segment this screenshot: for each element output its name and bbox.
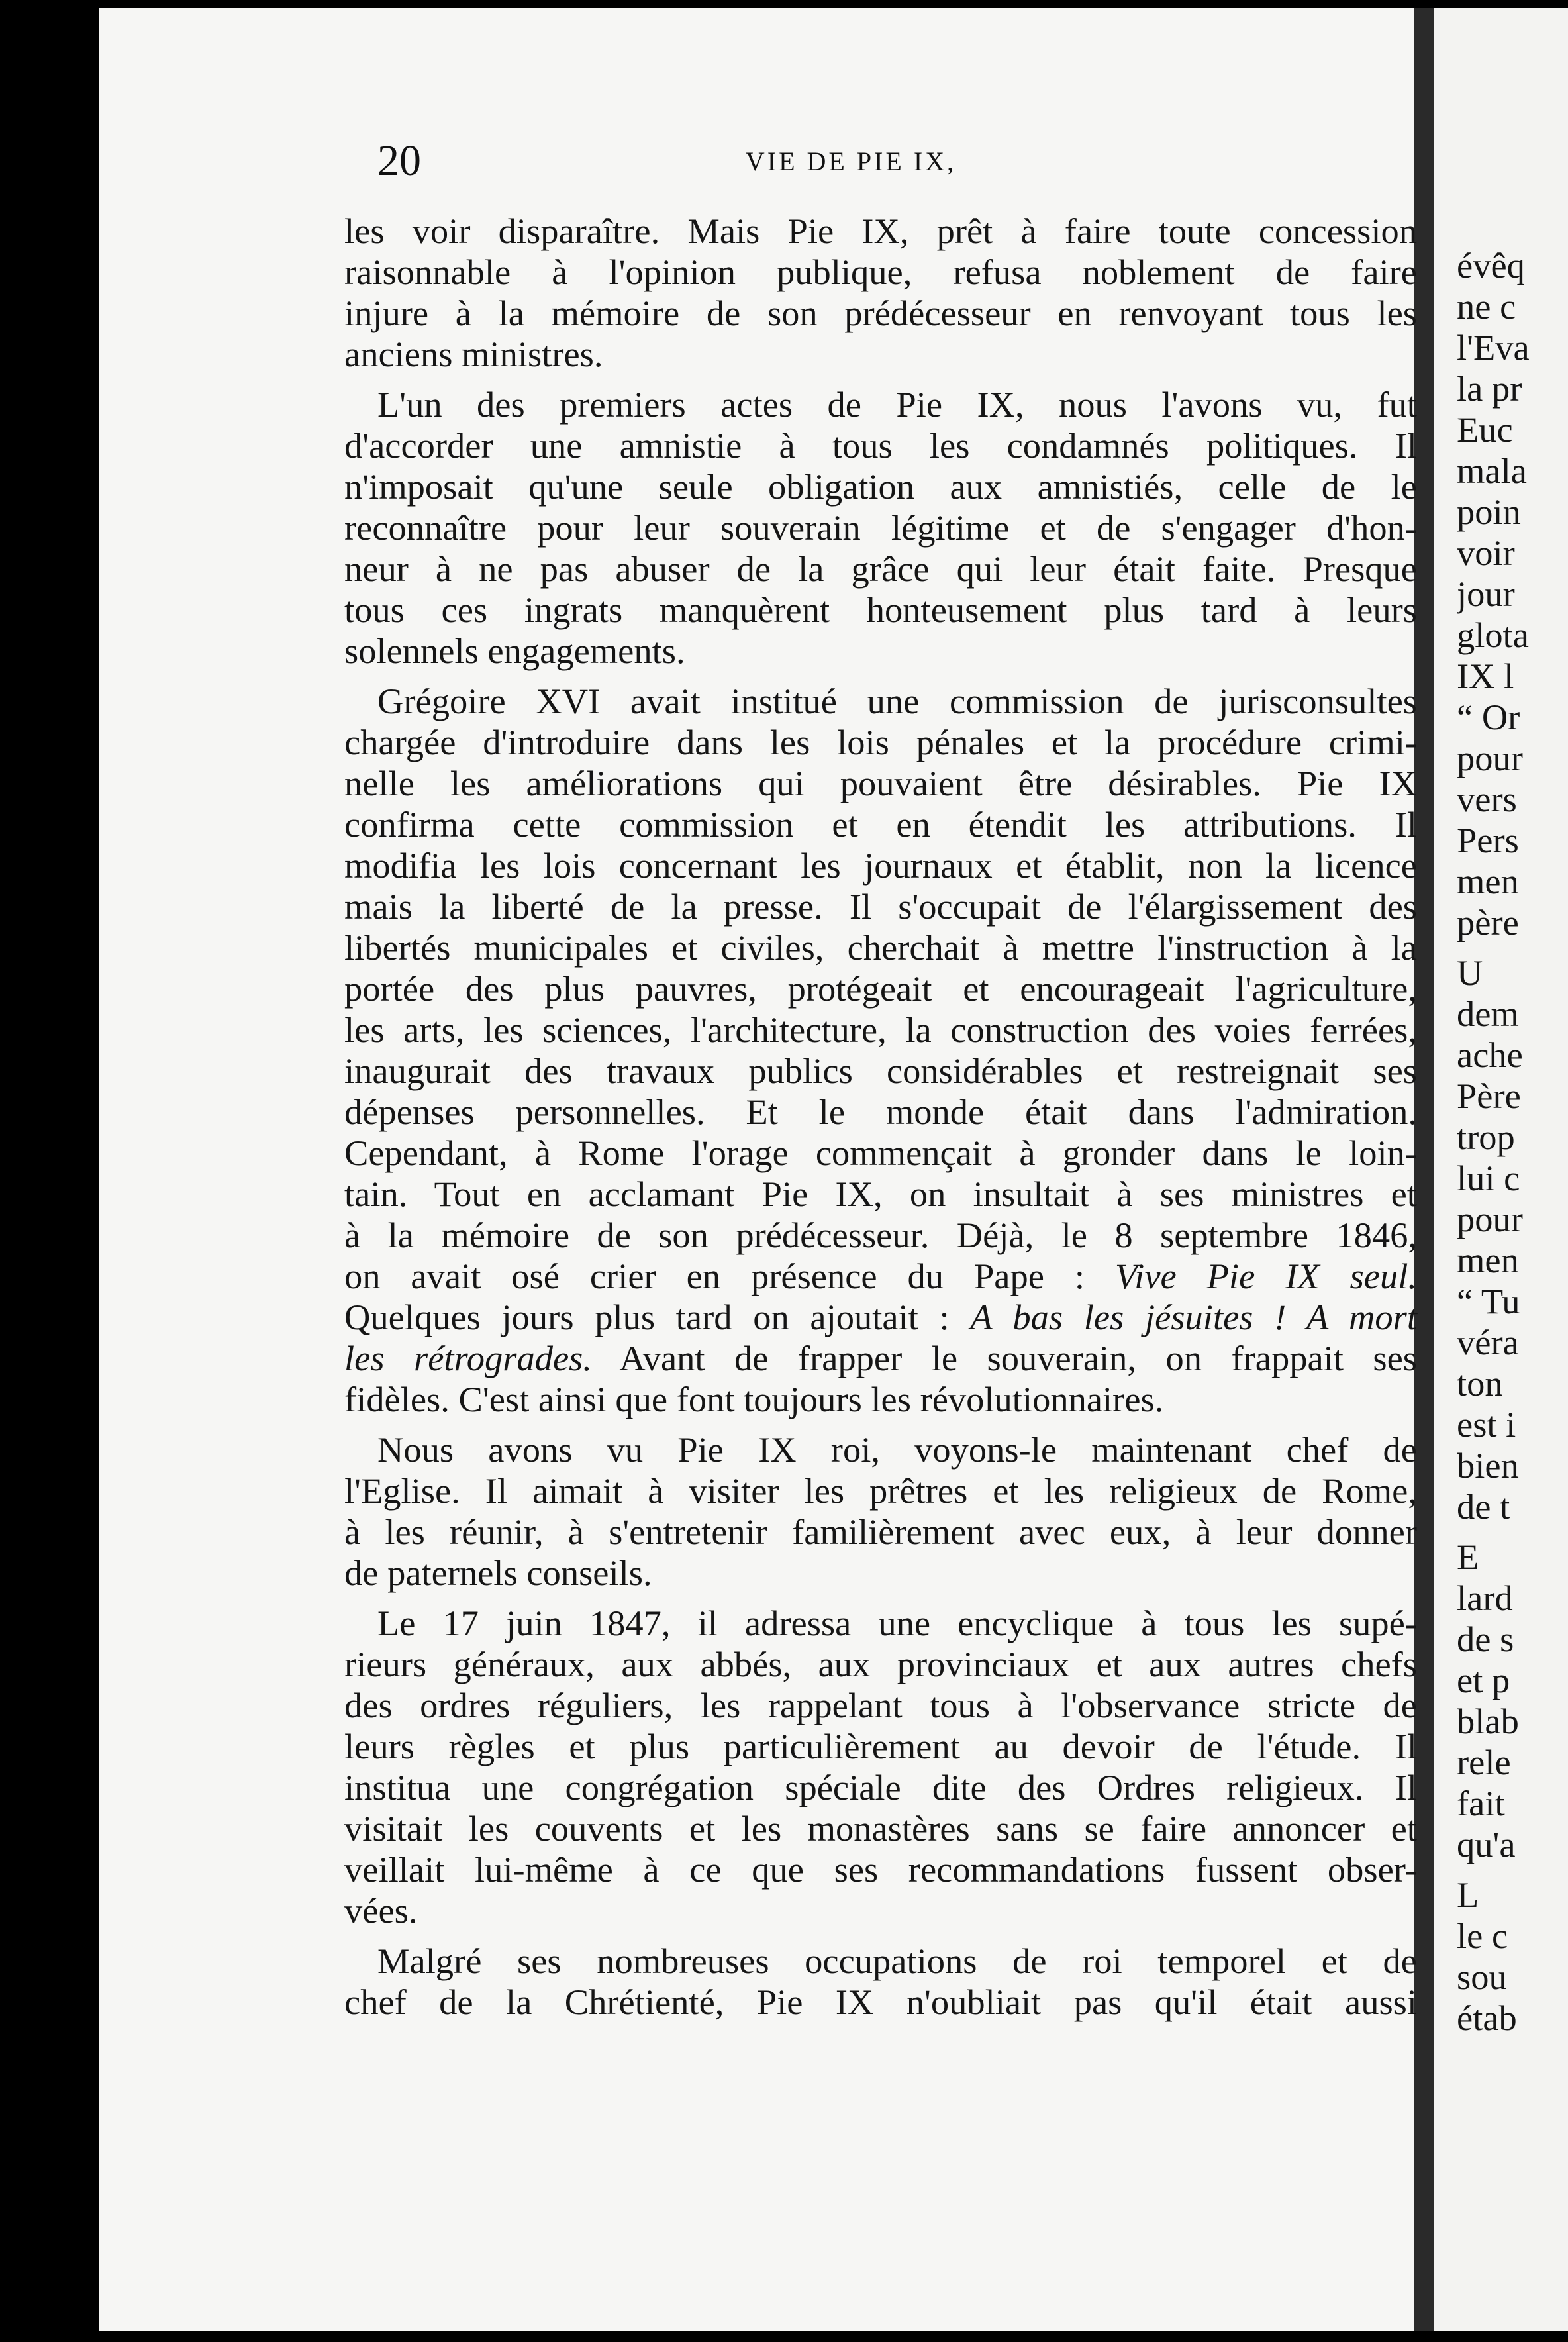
right-page-line: de t	[1457, 1486, 1510, 1527]
text-line: Le 17 juin 1847, il adressa une encyclique à tous les supé-	[377, 1603, 1417, 1643]
right-page-line: pour	[1457, 1199, 1523, 1239]
text-line: n'imposait qu'une seule obligation aux amnistiés, celle de le	[344, 466, 1417, 507]
text-line: visitait les couvents et les monastères sans se faire annoncer et	[344, 1808, 1417, 1849]
text-line: reconnaître pour leur souverain légitime et de s'engager d'hon-	[344, 507, 1417, 548]
right-page-fragments	[1457, 245, 1568, 2039]
paragraph-gap	[344, 1420, 1417, 1429]
right-page-line: E	[1457, 1537, 1479, 1577]
text-line: modifia les lois concernant les journaux et établit, non la licence	[344, 845, 1417, 886]
paragraph-gap	[344, 672, 1417, 681]
right-page-line: men	[1457, 861, 1519, 901]
paragraph-gap	[1457, 943, 1568, 952]
right-page-line: glota	[1457, 615, 1529, 655]
text-line: tous ces ingrats manquèrent honteusement plus tard à leurs	[344, 589, 1417, 630]
paragraph-gap	[344, 375, 1417, 384]
text-line: vées.	[344, 1890, 418, 1931]
page-number: 20	[377, 136, 421, 185]
text-line: solennels engagements.	[344, 631, 685, 671]
text-line: leurs règles et plus particulièrement au devoir de l'étude. Il	[344, 1726, 1417, 1766]
right-page-line: lard	[1457, 1578, 1513, 1618]
text-line: raisonnable à l'opinion publique, refusa noblement de faire	[344, 252, 1417, 292]
right-page-line: vers	[1457, 779, 1517, 819]
text-line: L'un des premiers actes de Pie IX, nous l'avons vu, fut	[377, 384, 1417, 425]
text-line: mais la liberté de la presse. Il s'occupait de l'élargissement des	[344, 886, 1417, 927]
right-page-line: fait	[1457, 1783, 1505, 1823]
text-line: confirma cette commission et en étendit les attributions. Il	[344, 804, 1417, 844]
right-page-line: men	[1457, 1240, 1519, 1280]
right-page-line: le c	[1457, 1915, 1508, 1956]
right-page-line: évêq	[1457, 245, 1525, 285]
page-header	[275, 132, 1427, 185]
text-line: l'Eglise. Il aimait à visiter les prêtres et les religieux de Rome,	[344, 1470, 1417, 1511]
paragraph-gap	[344, 1931, 1417, 1941]
text-line: rieurs généraux, aux abbés, aux provinciaux et aux autres chefs	[344, 1644, 1417, 1684]
text-line: chef de la Chrétienté, Pie IX n'oubliait pas qu'il était aussi	[344, 1982, 1417, 2022]
right-page-line: de s	[1457, 1619, 1514, 1659]
right-page-line: jour	[1457, 574, 1515, 614]
right-page-line: et p	[1457, 1660, 1510, 1700]
text-line: neur à ne pas abuser de la grâce qui leur était faite. Presque	[344, 548, 1417, 589]
text-line: nelle les améliorations qui pouvaient être désirables. Pie IX	[344, 763, 1417, 803]
right-page-line: “ Or	[1457, 697, 1520, 737]
right-page-line: pour	[1457, 738, 1523, 778]
right-page-line: lui c	[1457, 1158, 1520, 1198]
right-page-line: ne c	[1457, 286, 1516, 327]
right-page-line: rele	[1457, 1742, 1511, 1782]
right-page-line: mala	[1457, 450, 1527, 491]
text-line: dépenses personnelles. Et le monde était dans l'admiration.	[344, 1092, 1417, 1132]
text-line: Quelques jours plus tard on ajoutait : A bas les jésuites ! A mort	[344, 1297, 1417, 1337]
right-page-line: véra	[1457, 1322, 1519, 1362]
paragraph-gap	[1457, 1527, 1568, 1537]
right-page-line: dem	[1457, 993, 1519, 1034]
text-line: anciens ministres.	[344, 334, 603, 374]
text-line: les arts, les sciences, l'architecture, la construction des voies ferrées,	[344, 1009, 1417, 1050]
right-page-line: ache	[1457, 1035, 1523, 1075]
text-line: injure à la mémoire de son prédécesseur en renvoyant tous les	[344, 293, 1417, 333]
right-page-line: Père	[1457, 1076, 1521, 1116]
right-page-line: l'Eva	[1457, 327, 1530, 368]
right-page-line: “ Tu	[1457, 1281, 1520, 1321]
running-head: VIE DE PIE IX,	[745, 146, 957, 176]
text-line: à les réunir, à s'entretenir familièrement avec eux, à leur donner	[344, 1511, 1417, 1552]
text-line: institua une congrégation spéciale dite des Ordres religieux. Il	[344, 1767, 1417, 1807]
text-line: tain. Tout en acclamant Pie IX, on insultait à ses ministres et	[344, 1174, 1417, 1214]
text-line: on avait osé crier en présence du Pape : Vive Pie IX seul.	[344, 1256, 1417, 1296]
text-line: fidèles. C'est ainsi que font toujours les révolutionnaires.	[344, 1379, 1164, 1419]
right-page-line: étab	[1457, 1998, 1517, 2038]
text-line: Malgré ses nombreuses occupations de roi temporel et de	[377, 1941, 1417, 1981]
text-line: les voir disparaître. Mais Pie IX, prêt à faire toute concession	[344, 211, 1417, 251]
right-page-line: ton	[1457, 1363, 1503, 1403]
right-page-line: L	[1457, 1874, 1479, 1915]
text-line: portée des plus pauvres, protégeait et encourageait l'agriculture,	[344, 968, 1417, 1009]
right-page-line: est i	[1457, 1404, 1516, 1445]
right-page-line: la pr	[1457, 368, 1522, 409]
text-line: d'accorder une amnistie à tous les condamnés politiques. Il	[344, 425, 1417, 466]
right-page-line: trop	[1457, 1117, 1515, 1157]
text-line: Cependant, à Rome l'orage commençait à gronder dans le loin-	[344, 1133, 1417, 1173]
text-line: libertés municipales et civiles, cherchait à mettre l'instruction à la	[344, 927, 1417, 968]
paragraph-gap	[344, 1594, 1417, 1603]
right-page-line: sou	[1457, 1957, 1507, 1997]
right-page-line: blab	[1457, 1701, 1519, 1741]
right-page-line: Pers	[1457, 820, 1519, 860]
right-page-line: IX l	[1457, 656, 1514, 696]
text-line: veillait lui-même à ce que ses recommandations fussent obser-	[344, 1849, 1417, 1890]
paragraph-gap	[1457, 1865, 1568, 1874]
text-line: de paternels conseils.	[344, 1553, 652, 1593]
right-page-line: père	[1457, 902, 1519, 942]
right-page-line: qu'a	[1457, 1824, 1516, 1864]
text-line: Grégoire XVI avait institué une commission de jurisconsultes	[377, 681, 1417, 721]
text-line: les rétrogrades. Avant de frapper le souverain, on frappait ses	[344, 1338, 1417, 1378]
right-page-line: U	[1457, 952, 1483, 993]
right-page-line: Euc	[1457, 409, 1513, 450]
text-line: chargée d'introduire dans les lois pénales et la procédure crimi-	[344, 722, 1417, 762]
right-page-line: poin	[1457, 491, 1521, 532]
text-line: Nous avons vu Pie IX roi, voyons-le maintenant chef de	[377, 1429, 1417, 1470]
text-line: des ordres réguliers, les rappelant tous à l'observance stricte de	[344, 1685, 1417, 1725]
text-line: à la mémoire de son prédécesseur. Déjà, le 8 septembre 1846,	[344, 1215, 1417, 1255]
body-text	[344, 211, 1417, 2023]
text-line: inaugurait des travaux publics considérables et restreignait ses	[344, 1050, 1417, 1091]
right-page-line: bien	[1457, 1445, 1519, 1486]
right-page-line: voir	[1457, 533, 1515, 573]
